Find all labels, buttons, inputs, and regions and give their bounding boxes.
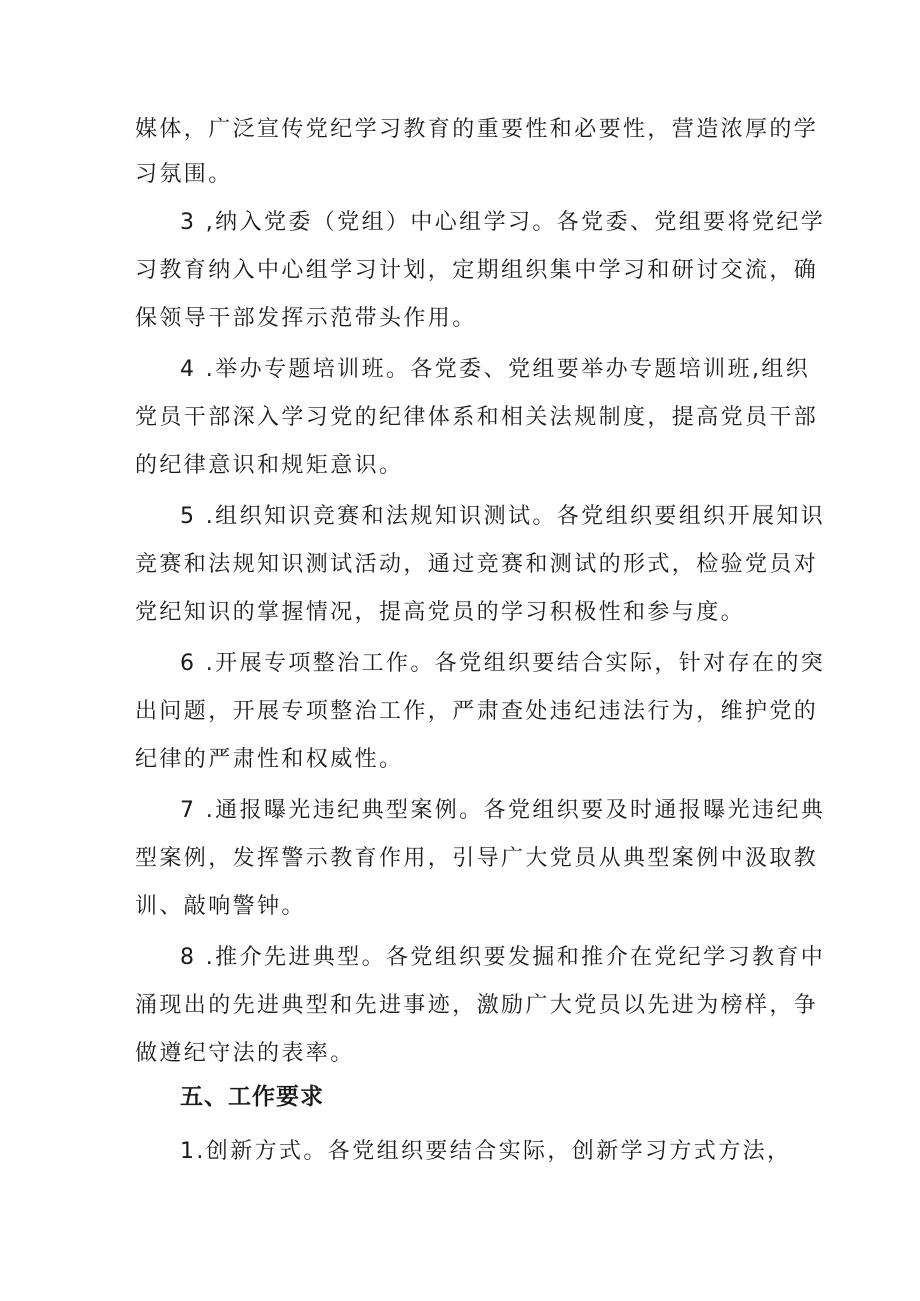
paragraph-line: 7 .通报曝光违纪典型案例。各党组织要及时通报曝光违纪典 (180, 798, 826, 823)
paragraph-line: 做遵纪守法的表率。 (135, 1041, 355, 1066)
paragraph-line: 出问题，开展专项整治工作，严肃查处违纪违法行为，维护党的 (135, 699, 819, 724)
paragraph-line: 习教育纳入中心组学习计划，定期组织集中学习和研讨交流，确 (135, 258, 819, 283)
paragraph-line: 6 .开展专项整治工作。各党组织要结合实际，针对存在的突 (180, 651, 826, 676)
section-heading: 五、工作要求 (180, 1084, 324, 1110)
paragraph-line: 1.创新方式。各党组织要结合实际，创新学习方式方法， (180, 1139, 792, 1164)
paragraph-line: 媒体，广泛宣传党纪学习教育的重要性和必要性，营造浓厚的学 (135, 117, 819, 142)
paragraph-line: 4 .举办专题培训班。各党委、党组要举办专题培训班,组织 (180, 357, 811, 382)
paragraph-line: 5 .组织知识竞赛和法规知识测试。各党组织要组织开展知识 (180, 504, 826, 529)
paragraph-line: 3 ,纳入党委（党组）中心组学习。各党委、党组要将党纪学 (180, 210, 826, 235)
paragraph-line: 习氛围。 (135, 162, 233, 187)
paragraph-line: 党员干部深入学习党的纪律体系和相关法规制度，提高党员干部 (135, 405, 819, 430)
paragraph-line: 训、敲响警钟。 (135, 894, 306, 919)
paragraph-line: 竞赛和法规知识测试活动，通过竞赛和测试的形式，检验党员对 (135, 552, 819, 577)
paragraph-line: 保领导干部发挥示范带头作用。 (135, 306, 477, 331)
paragraph-line: 党纪知识的掌握情况，提高党员的学习积极性和参与度。 (135, 600, 746, 625)
paragraph-line: 的纪律意识和规矩意识。 (135, 453, 404, 478)
paragraph-line: 涌现出的先进典型和先进事迹，激励广大党员以先进为榜样，争 (135, 993, 819, 1018)
paragraph-line: 8 .推介先进典型。各党组织要发掘和推介在党纪学习教育中 (180, 945, 826, 970)
paragraph-line: 纪律的严肃性和权威性。 (135, 747, 404, 772)
paragraph-line: 型案例，发挥警示教育作用，引导广大党员从典型案例中汲取教 (135, 846, 819, 871)
